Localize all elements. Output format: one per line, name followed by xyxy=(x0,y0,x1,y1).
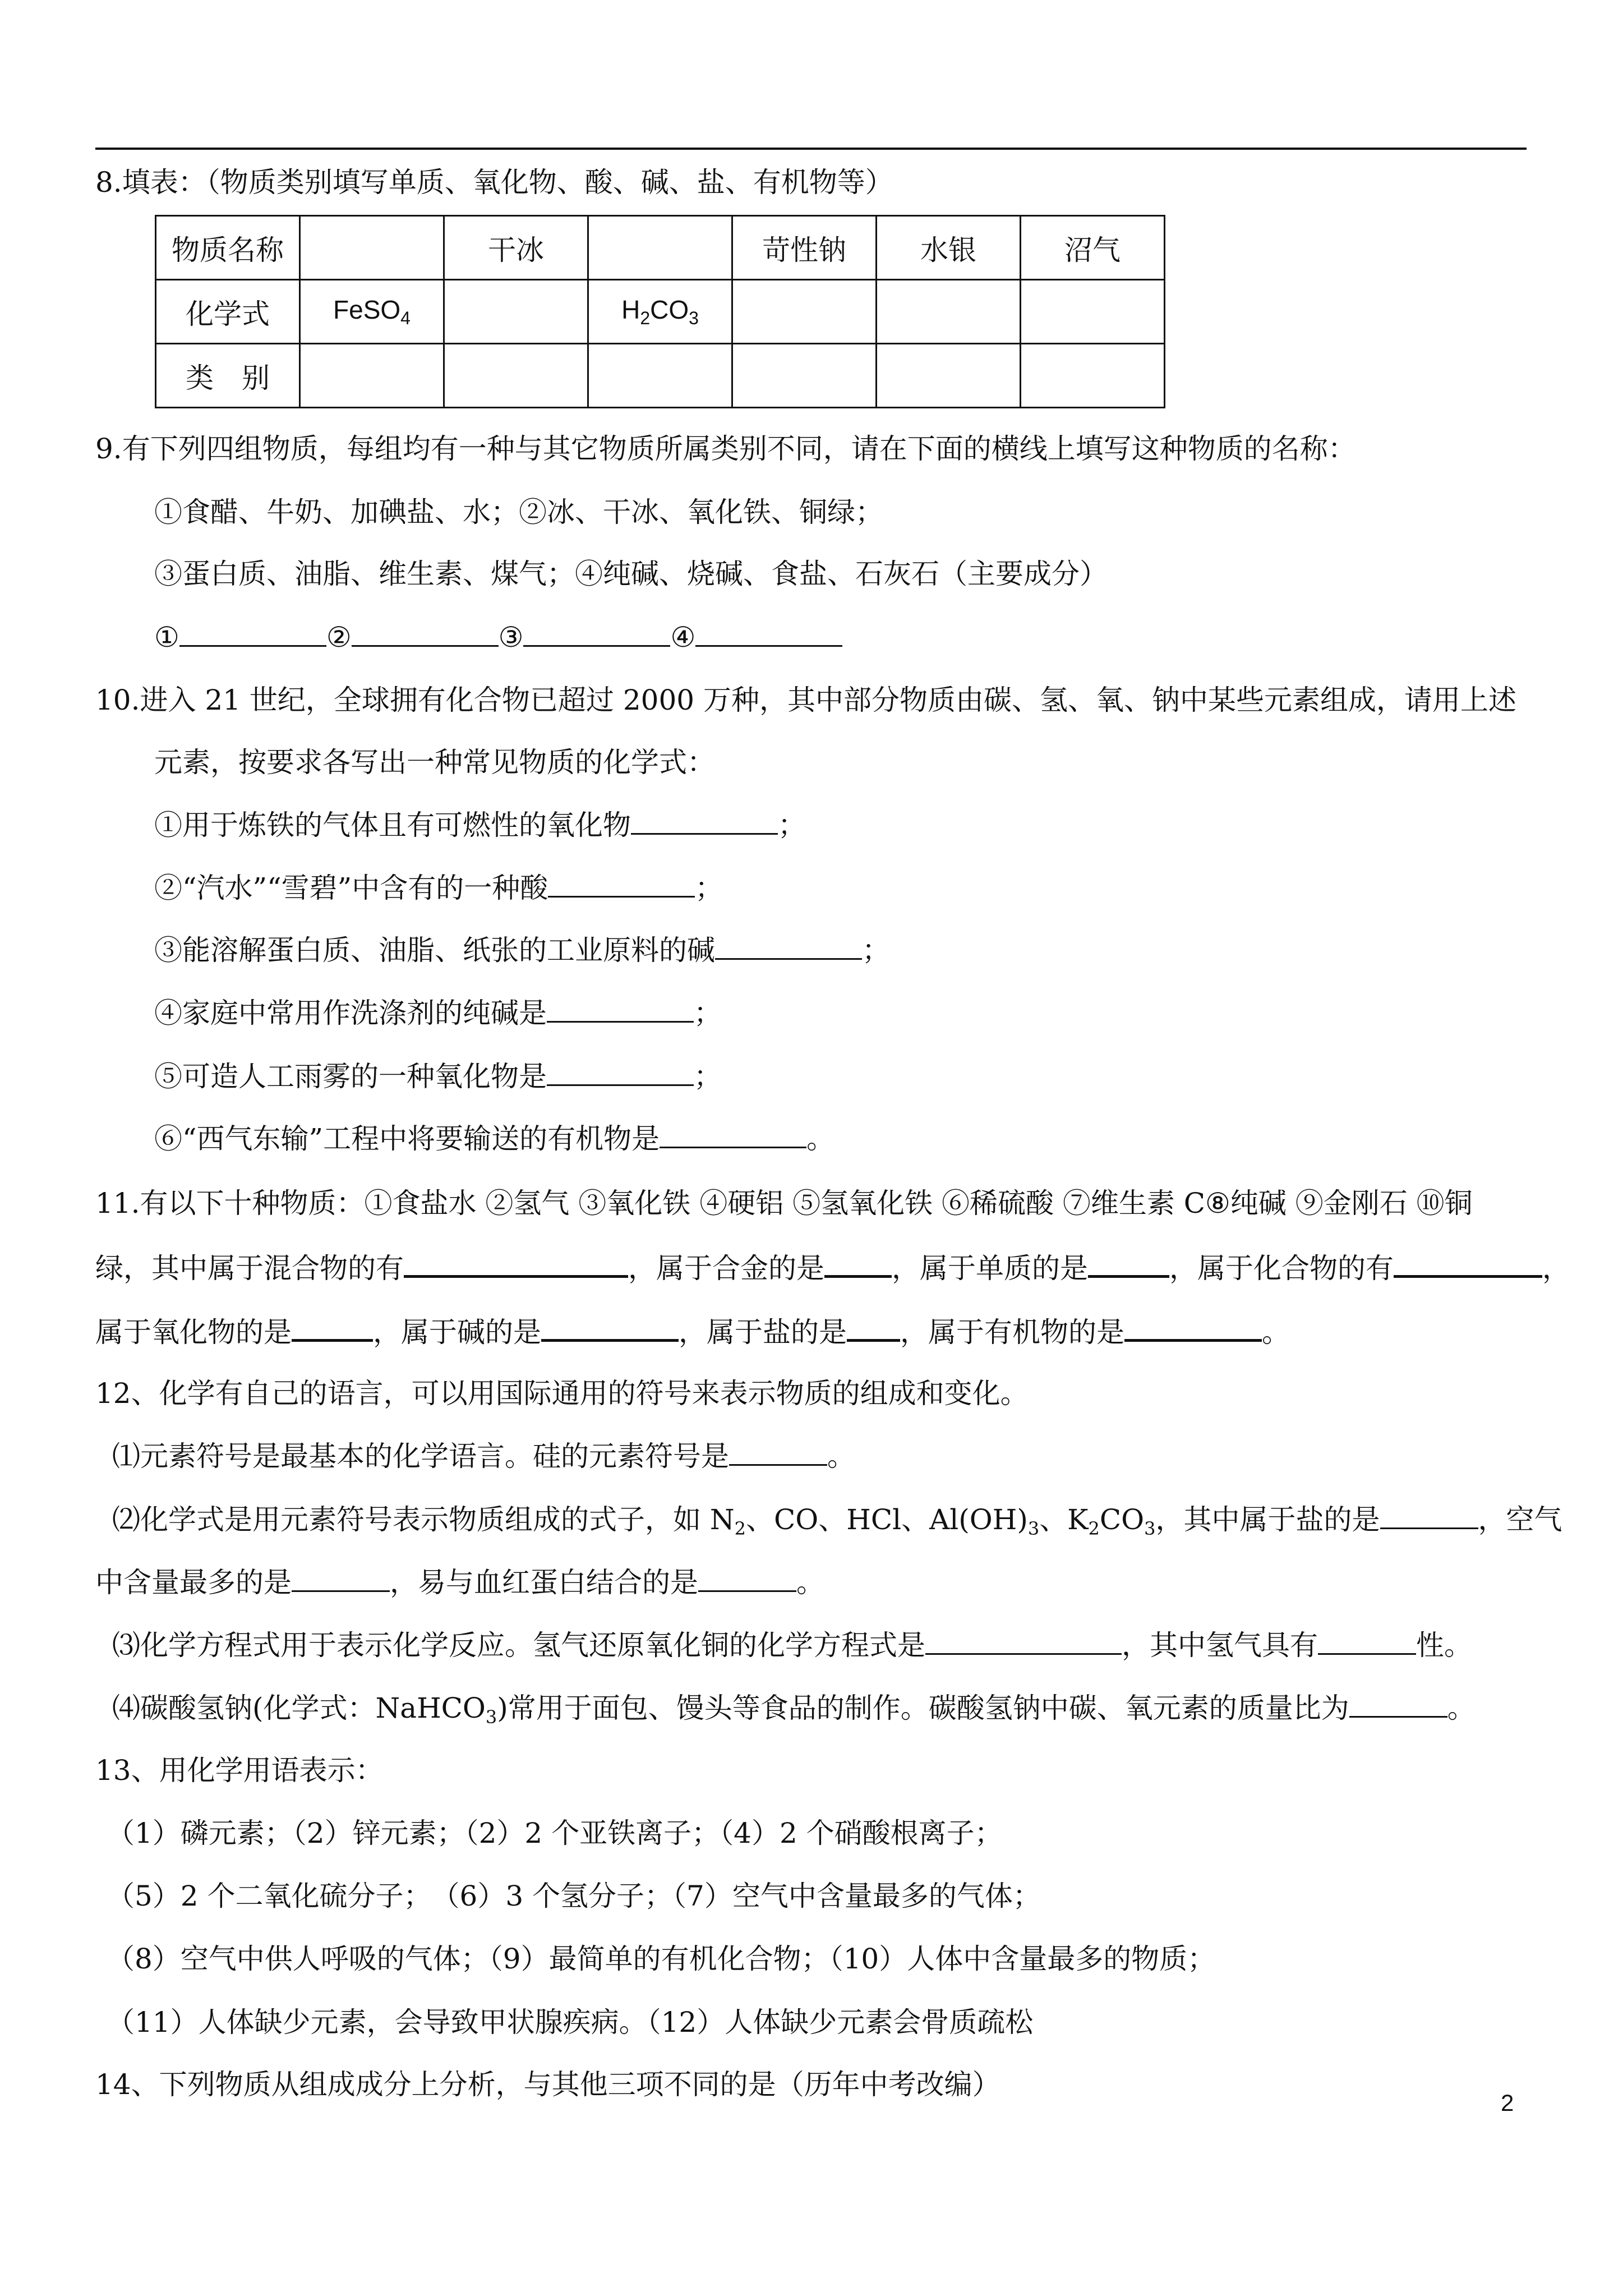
q8-title: 8.填表：（物质类别填写单质、氧化物、酸、碱、盐、有机物等） xyxy=(95,166,893,199)
answer-blank-organics[interactable] xyxy=(1124,1314,1262,1342)
cell-formula-3: $H_2CO_3$ xyxy=(588,280,732,344)
answer-blank-3[interactable] xyxy=(523,620,670,647)
answer-blank[interactable] xyxy=(729,1439,827,1466)
cell-formula-6 xyxy=(1021,280,1165,344)
q10-item-4: ④家庭中常用作洗涤剂的纯碱是 ； xyxy=(154,997,722,1029)
q10-item-2: ②“汽水”“雪碧”中含有的一种酸 ； xyxy=(154,872,723,904)
q14-title: 14、下列物质从组成成分上分析，与其他三项不同的是（历年中考改编） xyxy=(95,2068,1000,2101)
answer-blank-elements[interactable] xyxy=(1088,1250,1169,1278)
q11-line3: 属于氧化物的是 ，属于碱的是 ，属于盐的是 ，属于有机物的是 。 xyxy=(95,1314,1290,1349)
row-label-category: 类 别 xyxy=(156,344,300,408)
q10-item-1: ①用于炼铁的气体且有可燃性的氧化物 ； xyxy=(154,809,806,841)
answer-blank-2[interactable] xyxy=(352,620,499,647)
q12-part3: ⑶化学方程式用于表示化学反应。氢气还原氧化铜的化学方程式是 ，其中氢气具有 性。 xyxy=(112,1629,1472,1662)
answer-blank-4[interactable] xyxy=(695,620,842,647)
answer-blank-property[interactable] xyxy=(1318,1628,1416,1655)
q9-answers: ① ② ③ ④ xyxy=(154,620,842,654)
answer-blank-equation[interactable] xyxy=(925,1628,1122,1655)
q13-line1: （1）磷元素；（2）锌元素；（2）2 个亚铁离子；（4）2 个硝酸根离子； xyxy=(107,1817,1003,1849)
answer-blank-alloys[interactable] xyxy=(824,1250,892,1278)
answer-blank-air[interactable] xyxy=(292,1566,390,1592)
answer-blank[interactable] xyxy=(660,1122,806,1148)
cell-category-4 xyxy=(732,344,877,408)
header-rule xyxy=(95,148,1527,150)
cell-category-2 xyxy=(444,344,588,408)
answer-blank-compounds[interactable] xyxy=(1394,1250,1542,1278)
q10-item-6: ⑥“西气东输”工程中将要输送的有机物是 。 xyxy=(154,1122,835,1155)
q10-title-cont: 元素，按要求各写出一种常见物质的化学式： xyxy=(154,746,715,779)
q12-title: 12、化学有自己的语言，可以用国际通用的符号来表示物质的组成和变化。 xyxy=(95,1377,1029,1410)
cell-name-6: 沼气 xyxy=(1021,216,1165,280)
q13-line2: （5）2 个二氧化硫分子； （6）3 个氢分子；（7）空气中含量最多的气体； xyxy=(107,1880,1041,1912)
q12-part2-cont: 中含量最多的是 ，易与血红蛋白结合的是 。 xyxy=(95,1566,824,1599)
answer-blank-oxides[interactable] xyxy=(292,1314,373,1342)
q12-part2: ⑵化学式是用元素符号表示物质组成的式子，如 $N_2$、CO、HCl、$Al(OH)_3$、$K_2CO_3$，其中属于盐的是 ，空气 xyxy=(112,1503,1562,1539)
cell-formula-2 xyxy=(444,280,588,344)
answer-blank[interactable] xyxy=(548,871,695,898)
answer-blank[interactable] xyxy=(547,1060,694,1086)
row-label-name: 物质名称 xyxy=(156,216,300,280)
table-row xyxy=(156,344,1165,408)
q11-line2: 绿，其中属于混合物的有 ，属于合金的是 ，属于单质的是 ，属于化合物的有 ， xyxy=(95,1250,1570,1285)
q10-item-5: ⑤可造人工雨雾的一种氧化物是 ； xyxy=(154,1060,722,1093)
q9-line2: ③蛋白质、油脂、维生素、煤气；④纯碱、烧碱、食盐、石灰石（主要成分） xyxy=(154,558,1108,590)
cell-formula-1: FeSO$_4$ xyxy=(300,280,444,344)
row-label-formula: 化学式 xyxy=(156,280,300,344)
q9-line1: ①食醋、牛奶、加碘盐、水；②冰、干冰、氧化铁、铜绿； xyxy=(154,496,883,528)
answer-blank-bases[interactable] xyxy=(541,1314,679,1342)
cell-name-2: 干冰 xyxy=(444,216,588,280)
answer-blank-salt[interactable] xyxy=(1380,1503,1478,1529)
table-row xyxy=(156,280,1165,344)
answer-blank[interactable] xyxy=(715,933,862,960)
page-number: 2 xyxy=(1501,2090,1514,2116)
q12-part4: ⑷碳酸氢钠(化学式：NaHCO$_3$)常用于面包、馒头等食品的制作。碳酸氢钠中碳、氧元素的质量比为 。 xyxy=(112,1692,1476,1728)
cell-category-5 xyxy=(877,344,1021,408)
q11-line1: 11.有以下十种物质：①食盐水 ②氢气 ③氧化铁 ④硬铝 ⑤氢氧化铁 ⑥稀硫酸 ⑦维生素 C⑧纯碱 ⑨金刚石 ⑩铜 xyxy=(95,1187,1473,1220)
q13-line4: （11）人体缺少元素，会导致甲状腺疾病。（12）人体缺少元素会骨质疏松 xyxy=(107,2006,1034,2039)
answer-blank[interactable] xyxy=(631,808,778,835)
cell-category-6 xyxy=(1021,344,1165,408)
cell-formula-4 xyxy=(732,280,877,344)
q13-title: 13、用化学用语表示： xyxy=(95,1754,384,1787)
q8-table xyxy=(155,215,1165,408)
q12-part1: ⑴元素符号是最基本的化学语言。硅的元素符号是 。 xyxy=(112,1440,855,1473)
cell-name-5: 水银 xyxy=(877,216,1021,280)
q10-item-3: ③能溶解蛋白质、油脂、纸张的工业原料的碱 ； xyxy=(154,934,890,967)
cell-category-1 xyxy=(300,344,444,408)
q9-title: 9.有下列四组物质，每组均有一种与其它物质所属类别不同，请在下面的横线上填写这种物质的名称： xyxy=(95,432,1356,465)
table-row xyxy=(156,216,1165,280)
q13-line3: （8）空气中供人呼吸的气体；（9）最简单的有机化合物；（10）人体中含量最多的物质； xyxy=(107,1943,1216,1975)
answer-blank-ratio[interactable] xyxy=(1349,1691,1447,1718)
answer-blank-salts[interactable] xyxy=(847,1314,900,1342)
cell-name-3 xyxy=(588,216,732,280)
answer-blank-mixtures[interactable] xyxy=(404,1250,628,1278)
cell-name-4: 苛性钠 xyxy=(732,216,877,280)
cell-name-1 xyxy=(300,216,444,280)
answer-blank[interactable] xyxy=(547,996,694,1023)
cell-category-3 xyxy=(588,344,732,408)
cell-formula-5 xyxy=(877,280,1021,344)
answer-blank-hemoglobin[interactable] xyxy=(698,1566,796,1592)
answer-blank-1[interactable] xyxy=(179,620,326,647)
q10-title: 10.进入 21 世纪，全球拥有化合物已超过 2000 万种，其中部分物质由碳、氢、氧、钠中某些元素组成，请用上述 xyxy=(95,684,1516,716)
